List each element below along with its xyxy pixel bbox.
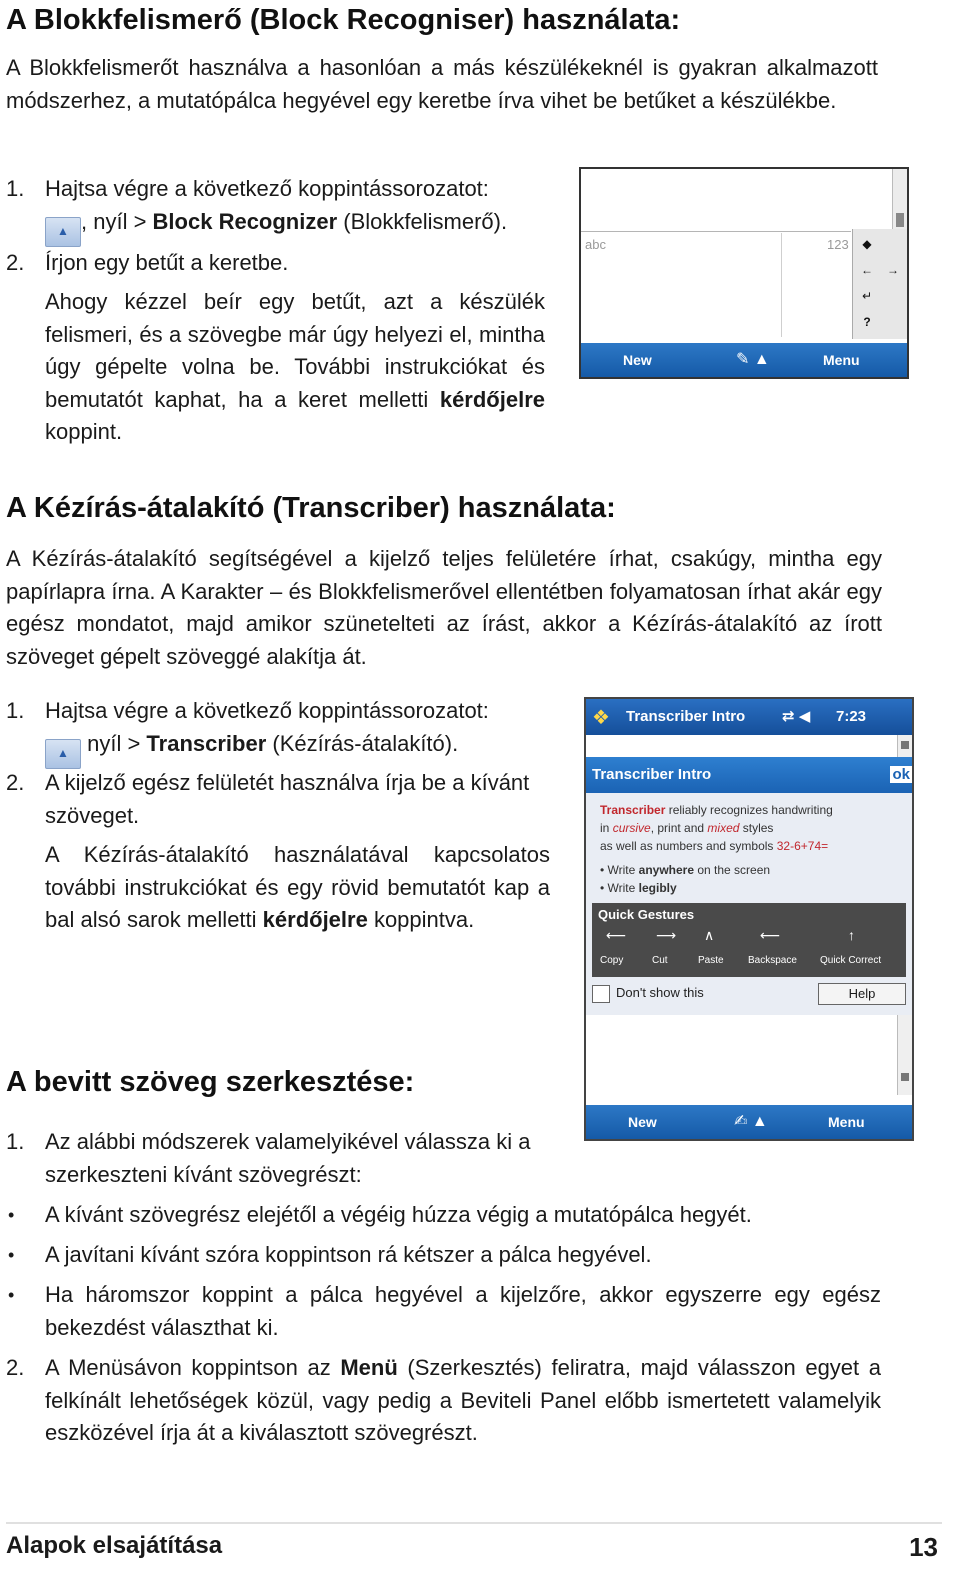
symbols-sample: 32-6+74= [776,839,829,853]
section3-step1-text: Az alábbi módszerek valamelyikével válassza ki a szerkeszteni kívánt szövegrészt: [45,1129,531,1187]
gesture-label: Copy [600,955,624,966]
backspace-gesture-icon: ⟵ [760,927,781,943]
footer-title: Alapok elsajátítása [6,1532,223,1559]
bullet-item: A javítani kívánt szóra koppintson rá kétszer a pálca hegyével. [45,1242,652,1267]
dialog-bullet2 [600,879,900,897]
block-recognizer-label: Block Recognizer [152,208,338,234]
dialog-text [600,801,900,897]
bullet-icon: • [8,1285,15,1305]
section3-step2-text [45,1352,881,1450]
section1-para-a: Ahogy kézzel beír egy betűt, azt a készülék felismeri, és a szövegbe már úgy helyezi el, mintha úgy gépelte volna be. További instrukciókat és bemutatót kaphat, ha a keret melletti [45,289,545,412]
enter-key[interactable]: ↵ [861,289,873,303]
dont-show-checkbox[interactable] [592,985,610,1003]
section1-step1 [45,173,545,247]
bullet1-a: • Write [600,863,639,877]
line1-rest: reliably recognizes handwriting [665,803,833,817]
section1-para-bold: kérdőjelre [439,386,545,412]
divider-line [781,233,782,337]
line2-a: in [600,821,613,835]
quick-gestures-panel [592,903,906,977]
intro-dialog [586,757,912,1015]
bullet2-bold: legibly [638,881,677,895]
ok-button[interactable]: ok [892,766,910,783]
section1-heading: A Blokkfelismerő (Block Recogniser) használata: [6,4,681,36]
section3-step2-number: 2. [6,1355,25,1380]
section3-heading: A bevitt szöveg szerkesztése: [6,1066,415,1098]
section1-step2-number: 2. [6,250,25,275]
dialog-bullet1 [600,861,900,879]
help-key[interactable]: ? [863,315,871,329]
transcriber-label: Transcriber [146,730,267,756]
dialog-line1 [600,801,900,819]
dialog-line2 [600,819,900,837]
gesture-label: Quick Correct [820,955,882,966]
status-icons[interactable]: ⇄ ◀ [782,708,811,725]
section1-step1-number: 1. [6,176,25,201]
input-panel-icon[interactable]: ✎ ▲ [736,351,770,368]
section1-para-b: koppint. [45,419,123,444]
menu-bar [586,1105,912,1139]
up-arrow-key[interactable]: ◆ [862,237,872,251]
left-arrow-key[interactable]: ← [861,263,873,277]
menu-word: Menü [340,1355,398,1380]
menu-button[interactable]: Menu [828,1114,865,1130]
paste-gesture-icon: ∧ [704,927,715,943]
quick-correct-gesture-icon: ↑ [848,927,855,943]
bullet-item: Ha háromszor koppint a pálca hegyével a kijelzőre, akkor egyszerre egy egész bekezdést választhat ki. [45,1282,881,1340]
section2-step1-text: Hajtsa végre a következő koppintássorozatot: [45,698,489,723]
step1-path-a: nyíl > [81,730,147,756]
step1-path-b: (Kézírás-átalakító). [266,730,459,756]
help-button[interactable]: Help [818,983,906,1005]
step2-a: A Menüsávon koppintson az [45,1355,341,1380]
app-title: Transcriber Intro [626,708,746,725]
cursive-word: cursive [612,821,651,835]
section2-intro: A Kézírás-átalakító segítségével a kijelző teljes felületére írhat, csakúgy, mintha egy papírlapra írna. A Karakter – és Blokkfelismerővel ellentétben folyamatosan írhat akár egy egész mondatot, majd amikor szünetelteti az írást, akkor a Kézírás-átalakító az írott szöveget gépelt szöveggé alakítja át. [6,546,882,669]
right-arrow-key[interactable]: → [887,263,899,277]
step1-path-b: (Blokkfelismerő). [337,208,508,234]
cut-gesture-icon: ⟶ [656,927,677,943]
bullet-icon: • [8,1205,15,1225]
line2-b: , print and [650,821,708,835]
step1-path-a: , nyíl > [81,208,153,234]
bullet1-bold: anywhere [638,863,695,877]
menu-bar [581,343,907,377]
dialog-line3 [600,837,900,855]
gestures-title: Quick Gestures [598,907,695,922]
line3-a: as well as numbers and symbols [600,839,777,853]
dialog-title-bar [586,757,912,793]
gesture-label: Paste [698,955,724,966]
section2-step1 [45,695,550,769]
section2-para-bold: kérdőjelre [262,907,368,932]
section2-step1-path [45,728,550,769]
bullet1-b: on the screen [694,863,771,877]
transcriber-screenshot [584,697,914,1141]
menu-button[interactable]: Menu [823,352,860,368]
dont-show-label: Don't show this [616,985,704,1000]
num123-label: 123 [827,237,849,252]
windows-logo-icon[interactable]: ❖ [592,707,610,729]
section2-para-a: A Kézírás-átalakító használatával kapcsolatos további instrukciókat és egy rövid bemutatót kap a bal alsó sarok melletti [45,842,550,932]
line2-c: styles [739,821,774,835]
start-arrow-icon: ▲ [45,739,81,769]
writing-box [581,231,851,340]
section1-step2-text: Írjon egy betűt a keretbe. [45,250,289,275]
app-title-bar [586,699,912,735]
start-arrow-icon: ▲ [45,217,81,247]
transcriber-word: Transcriber [600,803,666,817]
bullet-icon: • [8,1245,15,1265]
new-button[interactable]: New [628,1114,657,1130]
section1-step1-text: Hajtsa végre a következő koppintássorozatot: [45,176,489,201]
input-panel-icon[interactable]: ✍ ▲ [734,1113,768,1130]
bullet-item: A kívánt szövegrész elejétől a végéig húzza végig a mutatópálca hegyét. [45,1202,752,1227]
section1-step1-path [45,206,545,247]
section2-step1-number: 1. [6,698,25,723]
section1-paragraph [45,286,545,449]
gesture-label: Backspace [748,955,797,966]
section2-para-b: koppintva. [367,907,475,932]
recognizer-keypad [852,229,907,339]
section2-step2-text: A kijelző egész felületét használva írja be a kívánt szöveget. [45,770,530,828]
gesture-label: Cut [652,955,668,966]
section1-intro: A Blokkfelismerőt használva a hasonlóan a más készülékeknél is gyakran alkalmazott módszerhez, a mutatópálca hegyével egy keretbe írva vihet be betűket a készülékbe. [6,55,878,113]
page-number: 13 [909,1532,938,1562]
clock: 7:23 [836,708,867,725]
bullet2-a: • Write [600,881,639,895]
dialog-title: Transcriber Intro [592,766,712,783]
section2-paragraph [45,839,550,937]
mixed-word: mixed [707,821,740,835]
abc-label: abc [585,237,606,252]
section3-step1-number: 1. [6,1129,25,1154]
step2-b: (Szerkesztés) feliratra, majd válasszon egyet a felkínált lehetőségek közül, vagy pedig a Beviteli Panel előbb ismertetett valamelyik eszközével írja át a kiválasztott szövegrészt. [45,1355,882,1445]
block-recognizer-screenshot [579,167,909,379]
section2-step2-number: 2. [6,770,25,795]
section2-heading: A Kézírás-átalakító (Transcriber) használata: [6,492,616,524]
new-button[interactable]: New [623,352,652,368]
footer-divider [6,1522,942,1524]
copy-gesture-icon: ⟵ [606,927,627,943]
